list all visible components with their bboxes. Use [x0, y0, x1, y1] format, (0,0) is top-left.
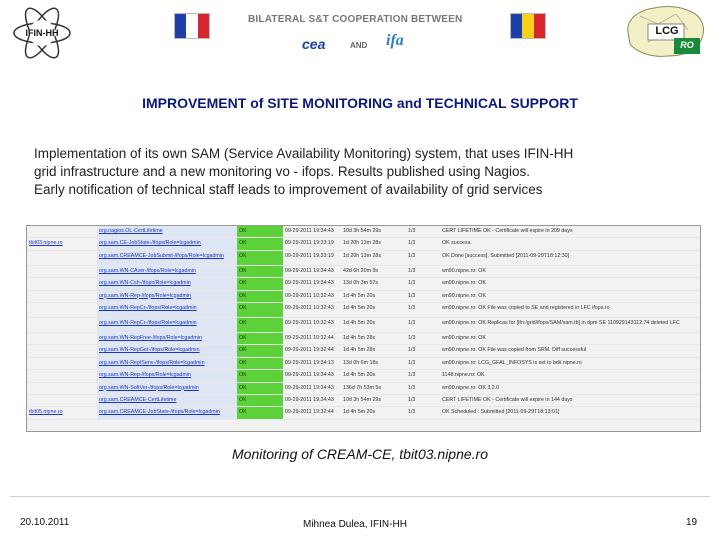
last-check-cell: 09-29-2011 10:32:43 — [285, 292, 334, 299]
status-cell: OK — [237, 345, 283, 356]
last-check-cell: 09-29-2011 19:33:19 — [285, 252, 334, 259]
host-cell — [27, 266, 97, 277]
status-info-cell: wn90.nipne.ro: OK — [442, 334, 486, 341]
last-check-cell: 09-29-2011 19:34:43 — [285, 228, 334, 234]
status-info-cell: wn90.nipne.ro: OK Replicas for [lfn:/grid/ifops/SAM/sam.tb] in dpm SE 110929143112.74 deleted LFC — [442, 319, 680, 326]
status-cell: OK — [237, 318, 283, 332]
attempt-cell: 1/3 — [408, 359, 416, 366]
status-info-cell: OK Done [success]. Submitted [2011-09-29T18:12:30] — [442, 252, 570, 259]
status-cell: OK — [237, 266, 283, 277]
status-info-cell: wn90.nipne.ro: LCG_GFAL_INFOSYS is set to bdii.nipne.ro — [442, 359, 582, 366]
ifin-logo-text: IFIN-HH — [25, 28, 59, 38]
attempt-cell: 1/3 — [408, 240, 416, 247]
service-cell[interactable]: org.sam.CE-JobState-/ifops/Role=lcgadmin — [97, 238, 237, 249]
duration-cell: 10d 3h 54m 29s — [343, 396, 381, 403]
service-cell[interactable]: org.sam.WN-RepCr-/ifops/Role=lcgadmin — [97, 303, 237, 317]
last-check-cell: 09-29-2011 19:34:43 — [285, 267, 334, 274]
status-cell: OK — [237, 333, 283, 344]
footer-divider — [10, 496, 710, 497]
intro-line: Implementation of its own SAM (Service Availability Monitoring) system, that uses IFIN-HH — [34, 146, 574, 161]
status-info-cell: OK Scheduled : Submitted [2011-09-29T18:13:01] — [442, 409, 560, 416]
cooperation-title: BILATERAL S&T COOPERATION BETWEEN — [248, 14, 463, 25]
status-cell: OK — [237, 370, 283, 381]
host-cell — [27, 370, 97, 381]
host-cell — [27, 383, 97, 394]
duration-cell: 10d 3h 54m 29s — [343, 228, 381, 234]
attempt-cell: 1/3 — [408, 304, 416, 311]
last-check-cell: 09-29-2011 19:34:43 — [285, 280, 334, 287]
status-cell: OK — [237, 303, 283, 317]
last-check-cell: 09-29-2011 19:32:44 — [285, 409, 334, 416]
status-cell: OK — [237, 358, 283, 369]
host-cell — [27, 395, 97, 406]
table-row — [27, 345, 700, 357]
lcg-ro-logo — [618, 2, 710, 60]
footer-date: 20.10.2011 — [20, 517, 70, 528]
duration-cell: 42d 6h 20m 9s — [343, 267, 379, 274]
service-cell[interactable]: org.sam.CREAMCE-JobState-/ifops/Role=lcgadmin — [97, 407, 237, 418]
service-cell[interactable]: org.nagios.OL-CertLifetime — [97, 226, 237, 237]
table-row — [27, 238, 700, 250]
last-check-cell: 09-29-2011 19:33:19 — [285, 240, 334, 247]
service-cell[interactable]: org.sam.CREAMCE-JobSubmit-/ifops/Role=lcgadmin — [97, 251, 237, 265]
attempt-cell: 1/3 — [408, 334, 416, 341]
service-cell[interactable]: org.sam.WN-RepCr-/ifops/Role=lcgadmin — [97, 318, 237, 332]
attempt-cell: 1/3 — [408, 319, 416, 326]
service-cell[interactable]: org.sam.WN-SoftVer-/ifops/Role=lcgadmin — [97, 383, 237, 394]
last-check-cell: 09-29-2011 19:34:43 — [285, 384, 334, 391]
status-info-cell: wn90.nipne.ro: OK — [442, 267, 486, 274]
status-info-cell: wn90.nipne.ro: OK File was copied from SRM. Diff successful — [442, 347, 587, 354]
host-cell — [27, 226, 97, 237]
last-check-cell: 09-29-2011 19:32:44 — [285, 347, 334, 354]
status-info-cell: wn90.nipne.ro: OK File was copied to SE and registered in LFC ifops.ro — [442, 304, 610, 311]
service-cell[interactable]: org.sam.WN-RepGet-/ifops/Role=lcgadmin — [97, 345, 237, 356]
status-cell: OK — [237, 407, 283, 418]
intro-line: grid infrastructure and a new monitoring vo - ifops. Results published using Nagios. — [34, 164, 531, 179]
table-row — [27, 303, 700, 318]
france-flag — [174, 13, 210, 39]
table-row — [27, 395, 700, 407]
attempt-cell: 1/3 — [408, 267, 416, 274]
host-cell — [27, 333, 97, 344]
attempt-cell: 1/3 — [408, 228, 416, 234]
cea-logo-text: cea — [302, 36, 326, 52]
duration-cell: 136d 7h 53m 5s — [343, 384, 381, 391]
duration-cell: 1d 4h 5m 20s — [343, 372, 376, 379]
duration-cell: 13d 0h 3m 57s — [343, 280, 379, 287]
host-cell — [27, 278, 97, 289]
table-row — [27, 407, 700, 419]
footer-author: Mihnea Dulea, IFIN-HH — [303, 519, 407, 530]
duration-cell: 1d 4h 5m 20s — [343, 304, 376, 311]
table-row — [27, 333, 700, 345]
status-info-cell: wn90.nipne.ro: OK — [442, 280, 486, 287]
figure-caption: Monitoring of CREAM-CE, tbit03.nipne.ro — [232, 446, 488, 462]
host-cell[interactable]: tbit05.nipne.ro — [29, 409, 63, 416]
table-row — [27, 370, 700, 382]
cea-logo — [302, 36, 342, 56]
status-info-cell: CERT LIFETIME OK - Certificate will expire in 209 days — [442, 228, 573, 234]
status-cell: OK — [237, 383, 283, 394]
ifin-hh-logo — [10, 4, 74, 62]
attempt-cell: 1/3 — [408, 280, 416, 287]
service-cell[interactable]: org.sam.WN-RepISenv-/ifops/Role=lcgadmin — [97, 358, 237, 369]
status-cell: OK — [237, 251, 283, 265]
host-cell[interactable]: tbit03.nipne.ro — [29, 240, 63, 247]
attempt-cell: 1/3 — [408, 252, 416, 259]
service-cell[interactable]: org.sam.WN-CAver-/ifops/Role=lcgadmin — [97, 266, 237, 277]
service-cell[interactable]: org.sam.CREAMCE-CertLifetime — [97, 395, 237, 406]
lcg-logo-text: LCG — [655, 25, 679, 37]
last-check-cell: 09-29-2011 19:34:13 — [285, 359, 334, 366]
service-cell[interactable]: org.sam.WN-Rep-/ifops/Role=lcgadmin — [97, 370, 237, 381]
duration-cell: 1d 4h 5m 20s — [343, 292, 376, 299]
table-row — [27, 266, 700, 278]
status-info-cell: wn90.nipne.ro: OK 3.2.0 — [442, 384, 500, 391]
host-cell — [27, 251, 97, 265]
table-row — [27, 383, 700, 395]
duration-cell: 13d 0h 6m 18s — [343, 359, 379, 366]
status-cell: OK — [237, 291, 283, 302]
service-cell[interactable]: org.sam.WN-Csh-/ifops/Role=lcgadmin — [97, 278, 237, 289]
host-cell — [27, 358, 97, 369]
status-info-cell: wn90.nipne.ro: OK — [442, 292, 486, 299]
host-cell — [27, 345, 97, 356]
table-row — [27, 278, 700, 290]
duration-cell: 1d 4h 5m 28s — [343, 334, 376, 341]
host-cell — [27, 291, 97, 302]
host-cell — [27, 303, 97, 317]
last-check-cell: 09-29-2011 19:34:43 — [285, 372, 334, 379]
ifa-logo-text: ifa — [386, 32, 404, 49]
duration-cell: 1d 20h 13m 28s — [343, 240, 381, 247]
status-info-cell: OK success. — [442, 240, 472, 247]
status-cell: OK — [237, 278, 283, 289]
last-check-cell: 09-29-2011 10:32:44 — [285, 334, 334, 341]
intro-line: Early notification of technical staff leads to improvement of availability of grid services — [34, 182, 543, 197]
table-row — [27, 291, 700, 303]
table-row — [27, 226, 700, 238]
last-check-cell: 09-29-2011 10:32:43 — [285, 319, 334, 326]
status-info-cell: CERT LIFETIME OK - Certificate will expire in 144 days — [442, 396, 573, 403]
intro-paragraph — [34, 145, 694, 199]
ifa-logo — [386, 32, 420, 56]
attempt-cell: 1/3 — [408, 347, 416, 354]
status-cell: OK — [237, 226, 283, 237]
duration-cell: 1d 4h 5m 28s — [343, 347, 376, 354]
attempt-cell: 1/3 — [408, 372, 416, 379]
service-cell[interactable]: org.sam.WN-RepFree-/ifops/Role=lcgadmin — [97, 333, 237, 344]
table-row — [27, 251, 700, 266]
duration-cell: 1d 20h 13m 28s — [343, 252, 381, 259]
attempt-cell: 1/3 — [408, 409, 416, 416]
and-label: AND — [350, 41, 368, 50]
nagios-service-table — [26, 225, 701, 432]
host-cell — [27, 318, 97, 332]
lcg-logo-sub: RO — [680, 40, 694, 50]
duration-cell: 1d 4h 5m 20s — [343, 319, 376, 326]
table-row — [27, 318, 700, 333]
attempt-cell: 1/3 — [408, 384, 416, 391]
last-check-cell: 09-29-2011 10:32:43 — [285, 304, 334, 311]
attempt-cell: 1/3 — [408, 396, 416, 403]
attempt-cell: 1/3 — [408, 292, 416, 299]
last-check-cell: 09-29-2011 19:34:43 — [285, 396, 334, 403]
status-info-cell: 1148.nipne.ro: OK — [442, 372, 485, 379]
romania-flag — [510, 13, 546, 39]
table-row — [27, 358, 700, 370]
status-cell: OK — [237, 395, 283, 406]
slide-title: IMPROVEMENT of SITE MONITORING and TECHNICAL SUPPORT — [142, 95, 578, 111]
page-number: 19 — [686, 517, 698, 528]
service-cell[interactable]: org.sam.WN-Rep-/ifops/Role=lcgadmin — [97, 291, 237, 302]
status-cell: OK — [237, 238, 283, 249]
duration-cell: 1d 4h 5m 20s — [343, 409, 376, 416]
